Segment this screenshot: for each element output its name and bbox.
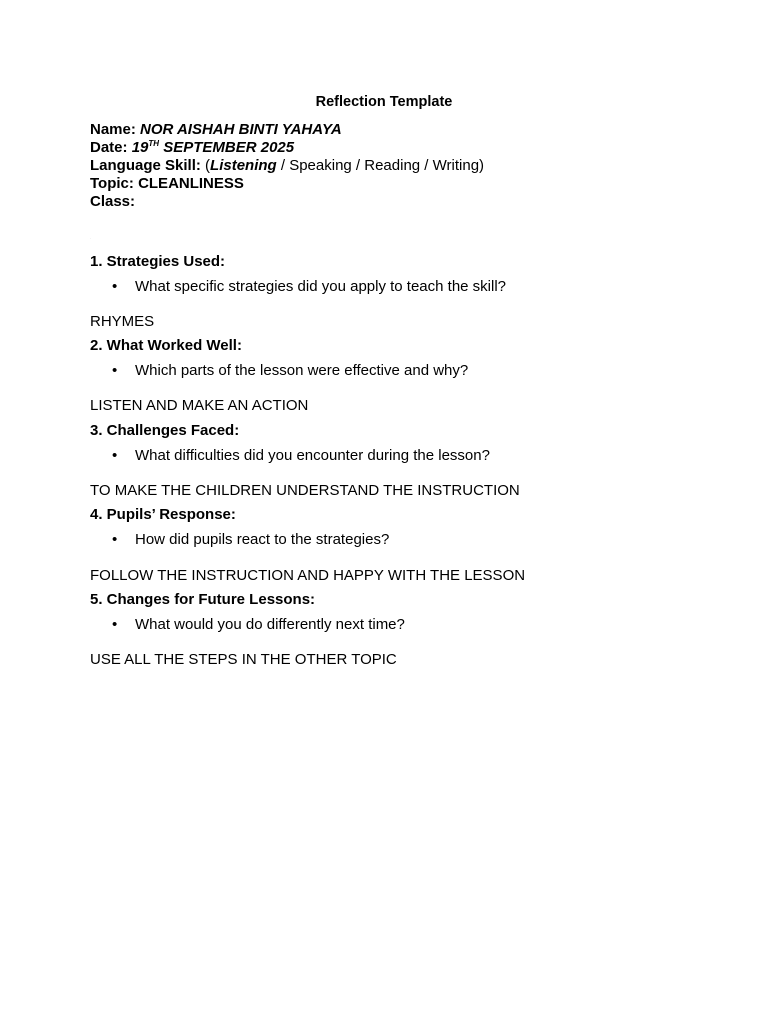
- question-text: What specific strategies did you apply to teach the skill?: [135, 278, 507, 295]
- date-month-year: SEPTEMBER 2025: [163, 139, 295, 156]
- document-title: Reflection Template: [315, 94, 453, 110]
- question-text: How did pupils react to the strategies?: [135, 531, 390, 548]
- bullet-icon: •: [112, 278, 118, 295]
- section-heading: 2. What Worked Well:: [90, 337, 242, 354]
- list-item: [90, 278, 710, 296]
- name-value: NOR AISHAH BINTI YAHAYA: [140, 121, 342, 138]
- name-label: Name:: [90, 121, 136, 138]
- date-day: 19: [131, 139, 149, 156]
- question-text: What would you do differently next time?: [135, 616, 405, 633]
- section-heading: 4. Pupils’ Response:: [90, 506, 236, 523]
- section-strategies-used: [90, 253, 710, 296]
- question-text: Which parts of the lesson were effective and why?: [135, 362, 469, 379]
- answer-what-worked-well: LISTEN AND MAKE AN ACTION: [90, 397, 309, 414]
- stray-mark-text: .: [90, 235, 92, 240]
- list-item: [90, 531, 710, 549]
- list-item: [90, 362, 710, 380]
- name-line: [90, 121, 690, 139]
- language-skill-label: Language Skill:: [90, 157, 201, 174]
- date-suffix: TH: [148, 139, 160, 148]
- section-challenges-faced: [90, 422, 710, 465]
- answer-changes-future-lessons: USE ALL THE STEPS IN THE OTHER TOPIC: [90, 651, 397, 668]
- topic-value: CLEANLINESS: [138, 175, 244, 192]
- question-text: What difficulties did you encounter during the lesson?: [135, 447, 490, 464]
- topic-line: [90, 175, 690, 193]
- stray-mark: [90, 226, 92, 240]
- answer-pupils-response: FOLLOW THE INSTRUCTION AND HAPPY WITH THE LESSON: [90, 567, 526, 584]
- topic-label: Topic:: [90, 175, 134, 192]
- list-item: [90, 616, 710, 634]
- answer-challenges-faced: TO MAKE THE CHILDREN UNDERSTAND THE INSTRUCTION: [90, 482, 520, 499]
- date-line: [90, 139, 690, 157]
- section-heading: 3. Challenges Faced:: [90, 422, 240, 439]
- section-heading: 5. Changes for Future Lessons:: [90, 591, 316, 608]
- language-skill-line: [90, 157, 690, 175]
- bullet-icon: •: [112, 616, 118, 633]
- language-skill-selected: Listening: [210, 157, 277, 174]
- bullet-icon: •: [112, 362, 118, 379]
- header-block: [90, 121, 690, 211]
- answer-strategies-used: RHYMES: [90, 313, 155, 330]
- section-changes-future-lessons: [90, 591, 710, 634]
- bullet-icon: •: [112, 447, 118, 464]
- class-label: Class:: [90, 193, 136, 210]
- list-item: [90, 447, 710, 465]
- bullet-icon: •: [112, 531, 118, 548]
- section-what-worked-well: [90, 337, 710, 380]
- class-line: [90, 193, 690, 211]
- language-skill-options: / Speaking / Reading / Writing): [276, 157, 485, 174]
- section-heading: 1. Strategies Used:: [90, 253, 226, 270]
- section-pupils-response: [90, 506, 710, 549]
- language-skill-open-paren: (: [205, 157, 211, 174]
- date-label: Date:: [90, 139, 128, 156]
